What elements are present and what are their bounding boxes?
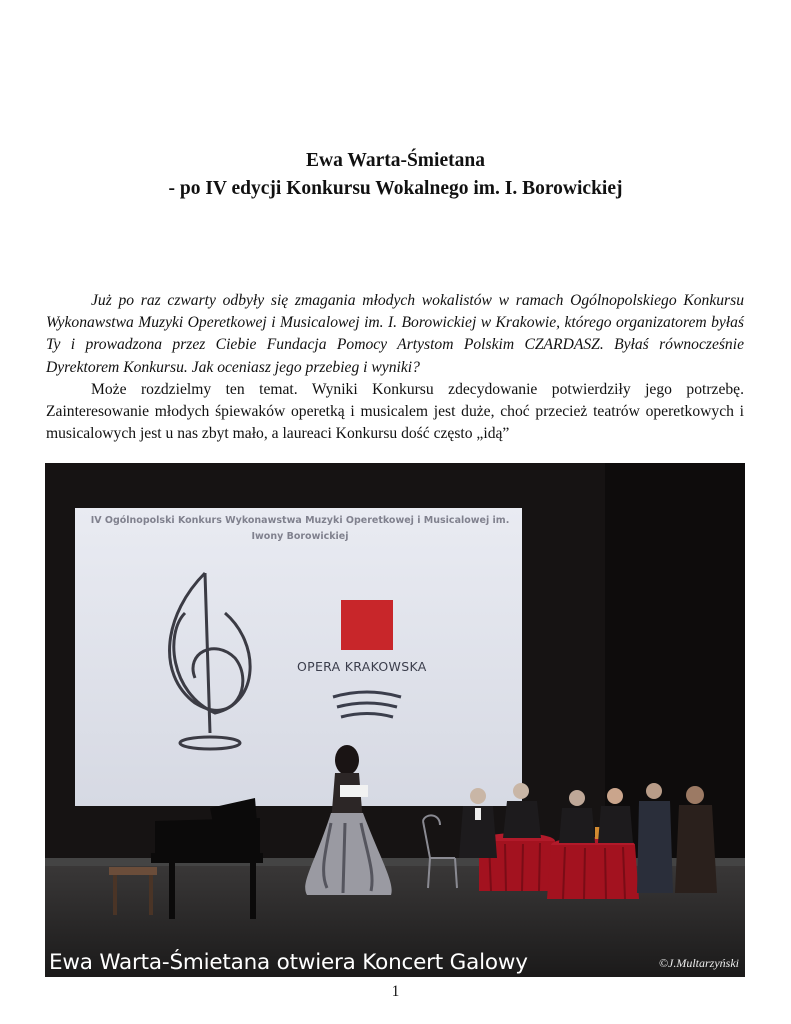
opera-logo-square	[341, 600, 393, 650]
opera-krakowska-label: OPERA KRAKOWSKA	[297, 659, 427, 674]
photo-caption: Ewa Warta-Śmietana otwiera Koncert Galowy	[49, 950, 528, 975]
photo-credit: ©J.Multarzyński	[658, 956, 739, 970]
title-line-2: - po IV edycji Konkursu Wokalnego im. I. Borowickiej	[168, 178, 623, 199]
screen-heading: IV Ogólnopolski Konkurs Wykonawstwa Muzyki Operetkowej i Musicalowej im. Iwony Borowickiej	[90, 515, 510, 542]
article-title	[0, 147, 791, 203]
intro-paragraph: Już po raz czwarty odbyły się zmagania młodych wokalistów w ramach Ogólnopolskiego Konkursu Wykonawstwa Muzyki Operetkowej i Musicalowej im. I. Borowickiej w Krakowie, którego organizatorem byłaś Ty i prowadzona przez Ciebie Fundacja Pomocy Artystom Polskim CZARDASZ. Byłaś równocześnie Dyrektorem Konkursu. Jak oceniasz jego przebieg i wyniki?	[46, 292, 744, 376]
concert-photo	[45, 463, 745, 977]
answer-paragraph: Może rozdzielmy ten temat. Wyniki Konkursu zdecydowanie potwierdziły jego potrzebę. Zainteresowanie młodych śpiewaków operetką i musicalem jest duże, choć przecież teatrów operetkowych i musicalowych jest u nas zbyt mało, a laureaci Konkursu dość często „idą”	[46, 380, 744, 443]
title-line-1: Ewa Warta-Śmietana	[306, 150, 485, 171]
projection-screen	[75, 508, 522, 806]
page-number: 1	[391, 983, 400, 1000]
article-body	[46, 290, 744, 445]
